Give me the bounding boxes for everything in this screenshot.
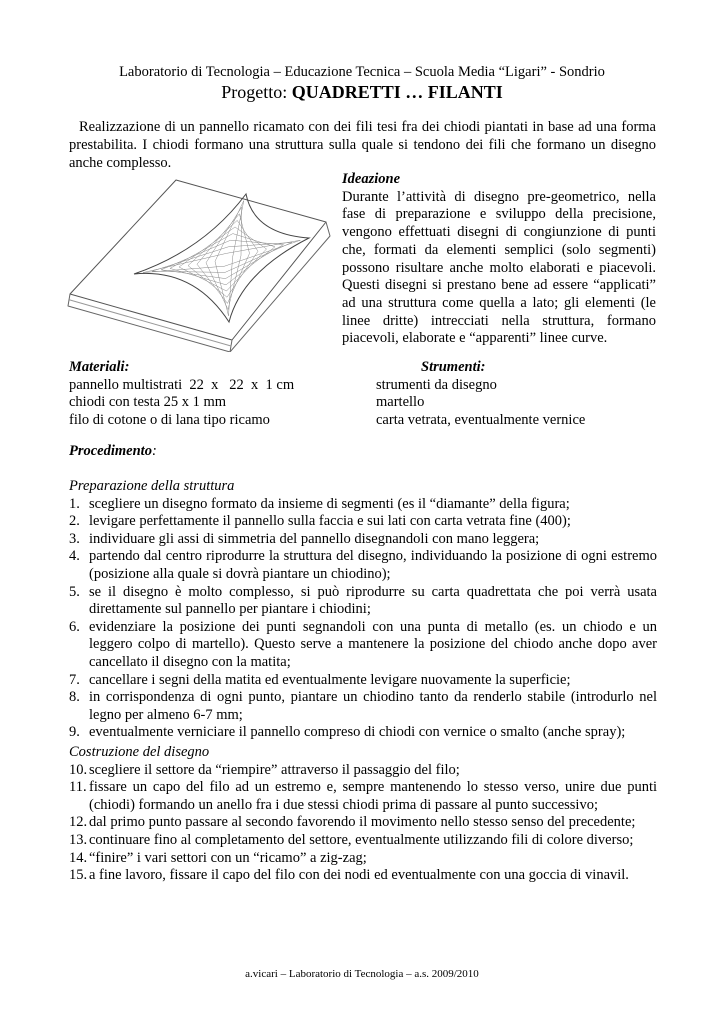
list-item bbox=[69, 548, 657, 583]
title-prefix: Progetto: bbox=[221, 82, 292, 102]
list-item bbox=[69, 672, 657, 690]
costruzione-section bbox=[69, 744, 657, 885]
strumenti-item: martello bbox=[376, 394, 425, 411]
step-number: 6. bbox=[69, 618, 80, 635]
intro-text: Realizzazione di un pannello ricamato con dei fili tesi fra dei chiodi piantati in base ad una forma prestabilita. I chiodi formano una struttura sulla quale si tendono dei fili che formano un disegno anche complesso. bbox=[69, 119, 656, 171]
step-text: individuare gli assi di simmetria del pannello disegnandoli con mano leggera; bbox=[89, 530, 540, 547]
thread-line bbox=[188, 266, 227, 298]
step-number: 12. bbox=[69, 814, 88, 831]
step-text: a fine lavoro, fissare il capo del filo con dei nodi ed eventualmente con una goccia di vinavil. bbox=[89, 867, 629, 884]
ideazione-section bbox=[342, 171, 656, 348]
materiali-item: chiodi con testa 25 x 1 mm bbox=[69, 394, 227, 411]
step-text: dal primo punto passare al secondo favorendo il movimento nello stesso senso del precedente; bbox=[89, 814, 636, 831]
list-item bbox=[69, 513, 657, 531]
materiali-section bbox=[69, 359, 294, 429]
list-item bbox=[69, 814, 657, 832]
strumenti-section bbox=[376, 359, 585, 429]
list-item bbox=[69, 867, 657, 885]
step-text: fissare un capo del filo ad un estremo e, sempre mantenendo lo stesso verso, unire due punti (chiodi) formando un anello fra i due stessi chiodi prima di passare al punto successivo; bbox=[89, 779, 657, 813]
project-title bbox=[0, 82, 724, 103]
preparazione-heading: Preparazione della struttura bbox=[69, 478, 235, 494]
step-number: 4. bbox=[69, 548, 80, 565]
thread-line bbox=[235, 227, 267, 249]
list-item bbox=[69, 779, 657, 814]
list-item bbox=[69, 531, 657, 549]
costruzione-steps bbox=[69, 762, 657, 885]
title-bold: QUADRETTI … FILANTI bbox=[291, 82, 503, 102]
list-item bbox=[69, 496, 657, 514]
materiali-item: filo di cotone o di lana tipo ricamo bbox=[69, 411, 270, 428]
strumenti-heading: Strumenti: bbox=[421, 359, 486, 375]
strumenti-item: carta vetrata, eventualmente vernice bbox=[376, 411, 586, 428]
materiali-heading: Materiali: bbox=[69, 359, 130, 375]
step-text: scegliere il settore da “riempire” attraverso il passaggio del filo; bbox=[89, 761, 460, 778]
list-item bbox=[69, 689, 657, 724]
step-number: 9. bbox=[69, 724, 80, 741]
step-text: in corrispondenza di ogni punto, piantare un chiodino tanto da renderlo stabile (introdurlo nel legno per almeno 6-7 mm; bbox=[89, 689, 657, 723]
step-number: 1. bbox=[69, 495, 80, 512]
thread-line bbox=[215, 261, 229, 315]
preparazione-steps bbox=[69, 496, 657, 742]
procedimento-label: Procedimento bbox=[69, 443, 152, 459]
step-text: cancellare i segni della matita ed eventualmente levigare nuovamente la superficie; bbox=[89, 671, 571, 688]
step-text: evidenziare la posizione dei punti segnandoli con una punta di metallo (es. un chiodo e un leggero colpo di martello). Questo serve a mantenere la posizione del chiodo anche dopo aver cancellato il disegno con la matita; bbox=[89, 618, 657, 670]
string-art-sketch bbox=[64, 172, 336, 352]
step-text: eventualmente verniciare il pannello compreso di chiodi con vernice o smalto (anche spray); bbox=[89, 724, 626, 741]
strumenti-item: strumenti da disegno bbox=[376, 376, 497, 393]
page-footer: a.vicari – Laboratorio di Tecnologia – a.s. 2009/2010 bbox=[245, 968, 479, 980]
step-text: continuare fino al completamento del settore, eventualmente utilizzando fili di colore diverso; bbox=[89, 831, 634, 848]
document-header: Laboratorio di Tecnologia – Educazione Tecnica – Scuola Media “Ligari” - Sondrio bbox=[119, 64, 605, 80]
materiali-item: pannello multistrati 22 x 22 x 1 cm bbox=[69, 376, 295, 393]
list-item bbox=[69, 584, 657, 619]
step-number: 13. bbox=[69, 831, 88, 848]
list-item bbox=[69, 762, 657, 780]
step-number: 2. bbox=[69, 513, 80, 530]
thread-line bbox=[225, 242, 292, 272]
step-text: levigare perfettamente il pannello sulla faccia e sui lati con carta vetrata fine (400); bbox=[89, 513, 571, 530]
step-number: 14. bbox=[69, 849, 88, 866]
list-item bbox=[69, 724, 657, 742]
step-number: 15. bbox=[69, 867, 88, 884]
step-text: partendo dal centro riprodurre la struttura del disegno, individuando la posizione di ogni estremo (posizione alla quale si dovrà piantare un chiodino); bbox=[89, 548, 657, 582]
step-number: 7. bbox=[69, 671, 80, 688]
ideazione-heading: Ideazione bbox=[342, 171, 400, 187]
ideazione-text: Durante l’attività di disegno pre-geometrico, nella fase di preparazione e sviluppo della precisione, vengono effettuati disegni di congiunzione di punti che, formati da elementi semplici (solo segmenti) possono risultare anche molto elaborati e piacevoli. Questi disegni si prestano bene ad essere “applicati” ad una struttura come quella a lato; gli elementi (le linee dritte) intrecciati nella struttura, formano piacevoli, elaborate e “apparenti” linee curve. bbox=[342, 188, 656, 347]
costruzione-heading: Costruzione del disegno bbox=[69, 744, 210, 760]
step-text: se il disegno è molto complesso, si può riprodurre su carta quadrettata che poi verrà usata direttamente sul pannello per piantare i chiodini; bbox=[89, 583, 657, 618]
step-number: 5. bbox=[69, 583, 80, 600]
procedimento-colon: : bbox=[151, 443, 157, 459]
list-item bbox=[69, 619, 657, 672]
intro-paragraph bbox=[69, 119, 656, 172]
thread-line bbox=[227, 249, 267, 291]
step-number: 11. bbox=[69, 779, 87, 796]
step-number: 3. bbox=[69, 530, 80, 547]
step-text: scegliere un disegno formato da insieme di segmenti (es il “diamante” della figura; bbox=[89, 495, 570, 512]
thread-line bbox=[225, 240, 301, 266]
procedimento-heading bbox=[69, 443, 157, 460]
step-number: 8. bbox=[69, 689, 80, 706]
preparazione-section bbox=[69, 478, 657, 742]
list-item bbox=[69, 832, 657, 850]
step-number: 10. bbox=[69, 761, 88, 778]
step-text: “finire” i vari settori con un “ricamo” a zig-zag; bbox=[89, 849, 367, 866]
list-item bbox=[69, 850, 657, 868]
